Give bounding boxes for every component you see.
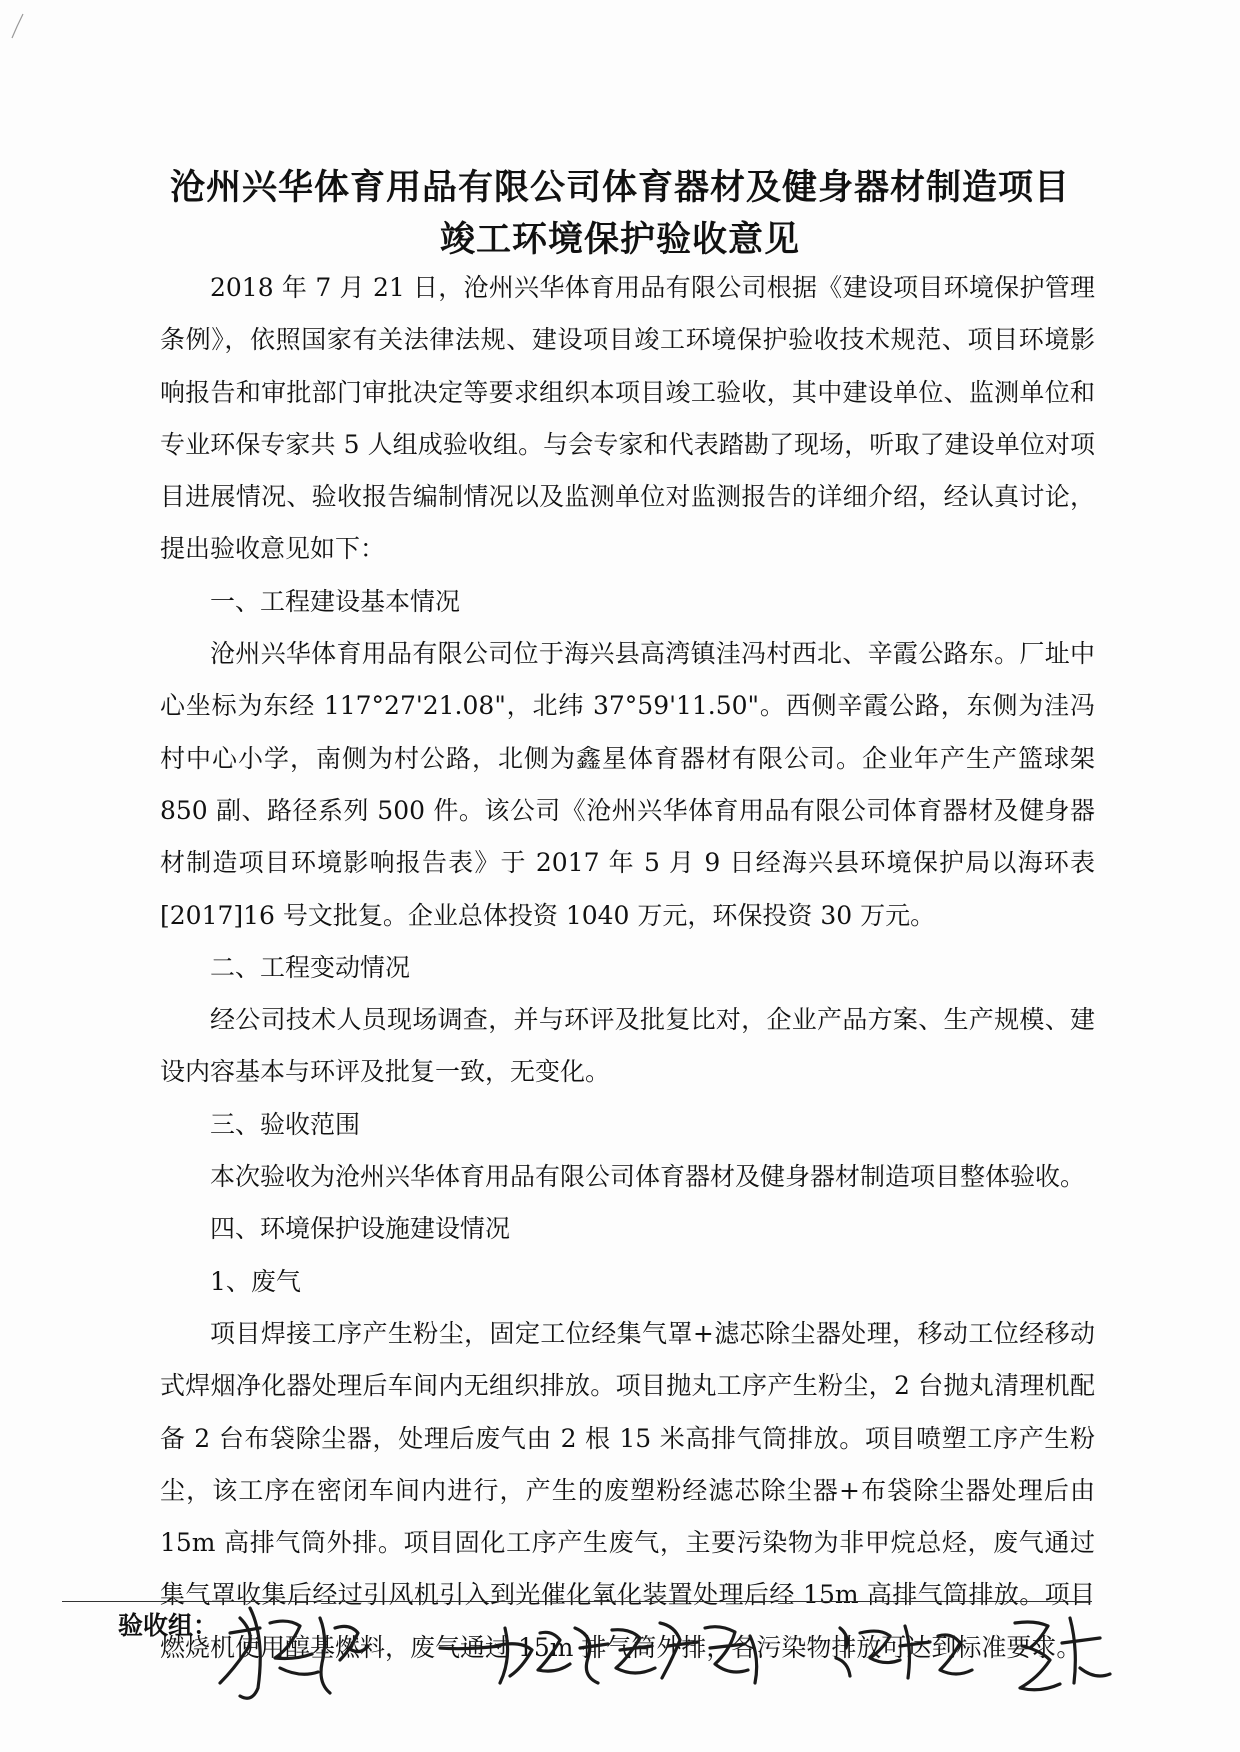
signature-4 (1015, 1618, 1110, 1690)
subsection-heading-exhaust: 1、废气 (210, 1266, 301, 1296)
section-heading-2: 二、工程变动情况 (210, 952, 411, 982)
section-heading-4: 四、环境保护设施建设情况 (210, 1214, 511, 1244)
section-2-paragraph: 经公司技术人员现场调查，并与环评及批复比对，企业产品方案、生产规模、建设内容基本与环评及批复一致，无变化。 (160, 1005, 1095, 1087)
signature-2 (440, 1623, 757, 1683)
handwritten-signatures (200, 1588, 1120, 1708)
intro-paragraph: 2018 年 7 月 21 日，沧州兴华体育用品有限公司根据《建设项目环境保护管理条例》，依照国家有关法律法规、建设项目竣工环境保护验收技术规范、项目环境影响报告和审批部门审批决定等要求组织本项目竣工验收，其中建设单位、监测单位和专业环保专家共 5 人组成验收组。与会专家和代表踏勘了现场，听取了建设单位对项目进展情况、验收报告编制情况以及监测单位对监测报告的详细介绍，经认真讨论，提出验收意见如下： (160, 273, 1095, 564)
document-title-line-1: 沧州兴华体育用品有限公司体育器材及健身器材制造项目 (169, 168, 1070, 208)
document-title-line-2: 竣工环境保护验收意见 (439, 220, 800, 260)
acceptance-group-label: 验收组： (118, 1611, 219, 1640)
scan-corner-mark (8, 10, 28, 40)
document-body (160, 262, 1095, 1674)
section-3-paragraph: 本次验收为沧州兴华体育用品有限公司体育器材及健身器材制造项目整体验收。 (210, 1162, 1086, 1192)
section-heading-1: 一、工程建设基本情况 (210, 586, 461, 616)
section-heading-3: 三、验收范围 (210, 1109, 361, 1139)
exhaust-paragraph: 项目焊接工序产生粉尘，固定工位经集气罩+滤芯除尘器处理，移动工位经移动式焊烟净化器处理后车间内无组织排放。项目抛丸工序产生粉尘，2 台抛丸清理机配备 2 台布袋除尘器，处理后废气由 2 根 15 米高排气筒排放。项目喷塑工序产生粉尘，该工序在密闭车间内进行，产生的废塑粉经滤芯除尘器+布袋除尘器处理后由 15m 高排气筒外排。项目固化工序产生废气，主要污染物为非甲烷总烃，废气通过集气罩收集后经过引风机引入到光催化氧化装置处理后经 15m 高排气筒排放。项目燃烧机使用醇基燃料，废气通过 15m 排气筒外排，各污染物排放可达到标准要求。 (160, 1318, 1095, 1662)
signature-1 (220, 1608, 368, 1698)
signature-3 (836, 1626, 972, 1678)
section-1-paragraph: 沧州兴华体育用品有限公司位于海兴县高湾镇洼冯村西北、辛霞公路东。厂址中心坐标为东经 117°27'21.08"，北纬 37°59'11.50"。西侧辛霞公路，东侧为洼冯村中心小学，南侧为村公路，北侧为鑫星体育器材有限公司。企业年产生产篮球架 850 副、路径系列 500 件。该公司《沧州兴华体育用品有限公司体育器材及健身器材制造项目环境影响报告表》于 2017 年 5 月 9 日经海兴县环境保护局以海环表[2017]16 号文批复。企业总体投资 1040 万元，环保投资 30 万元。 (160, 639, 1095, 930)
